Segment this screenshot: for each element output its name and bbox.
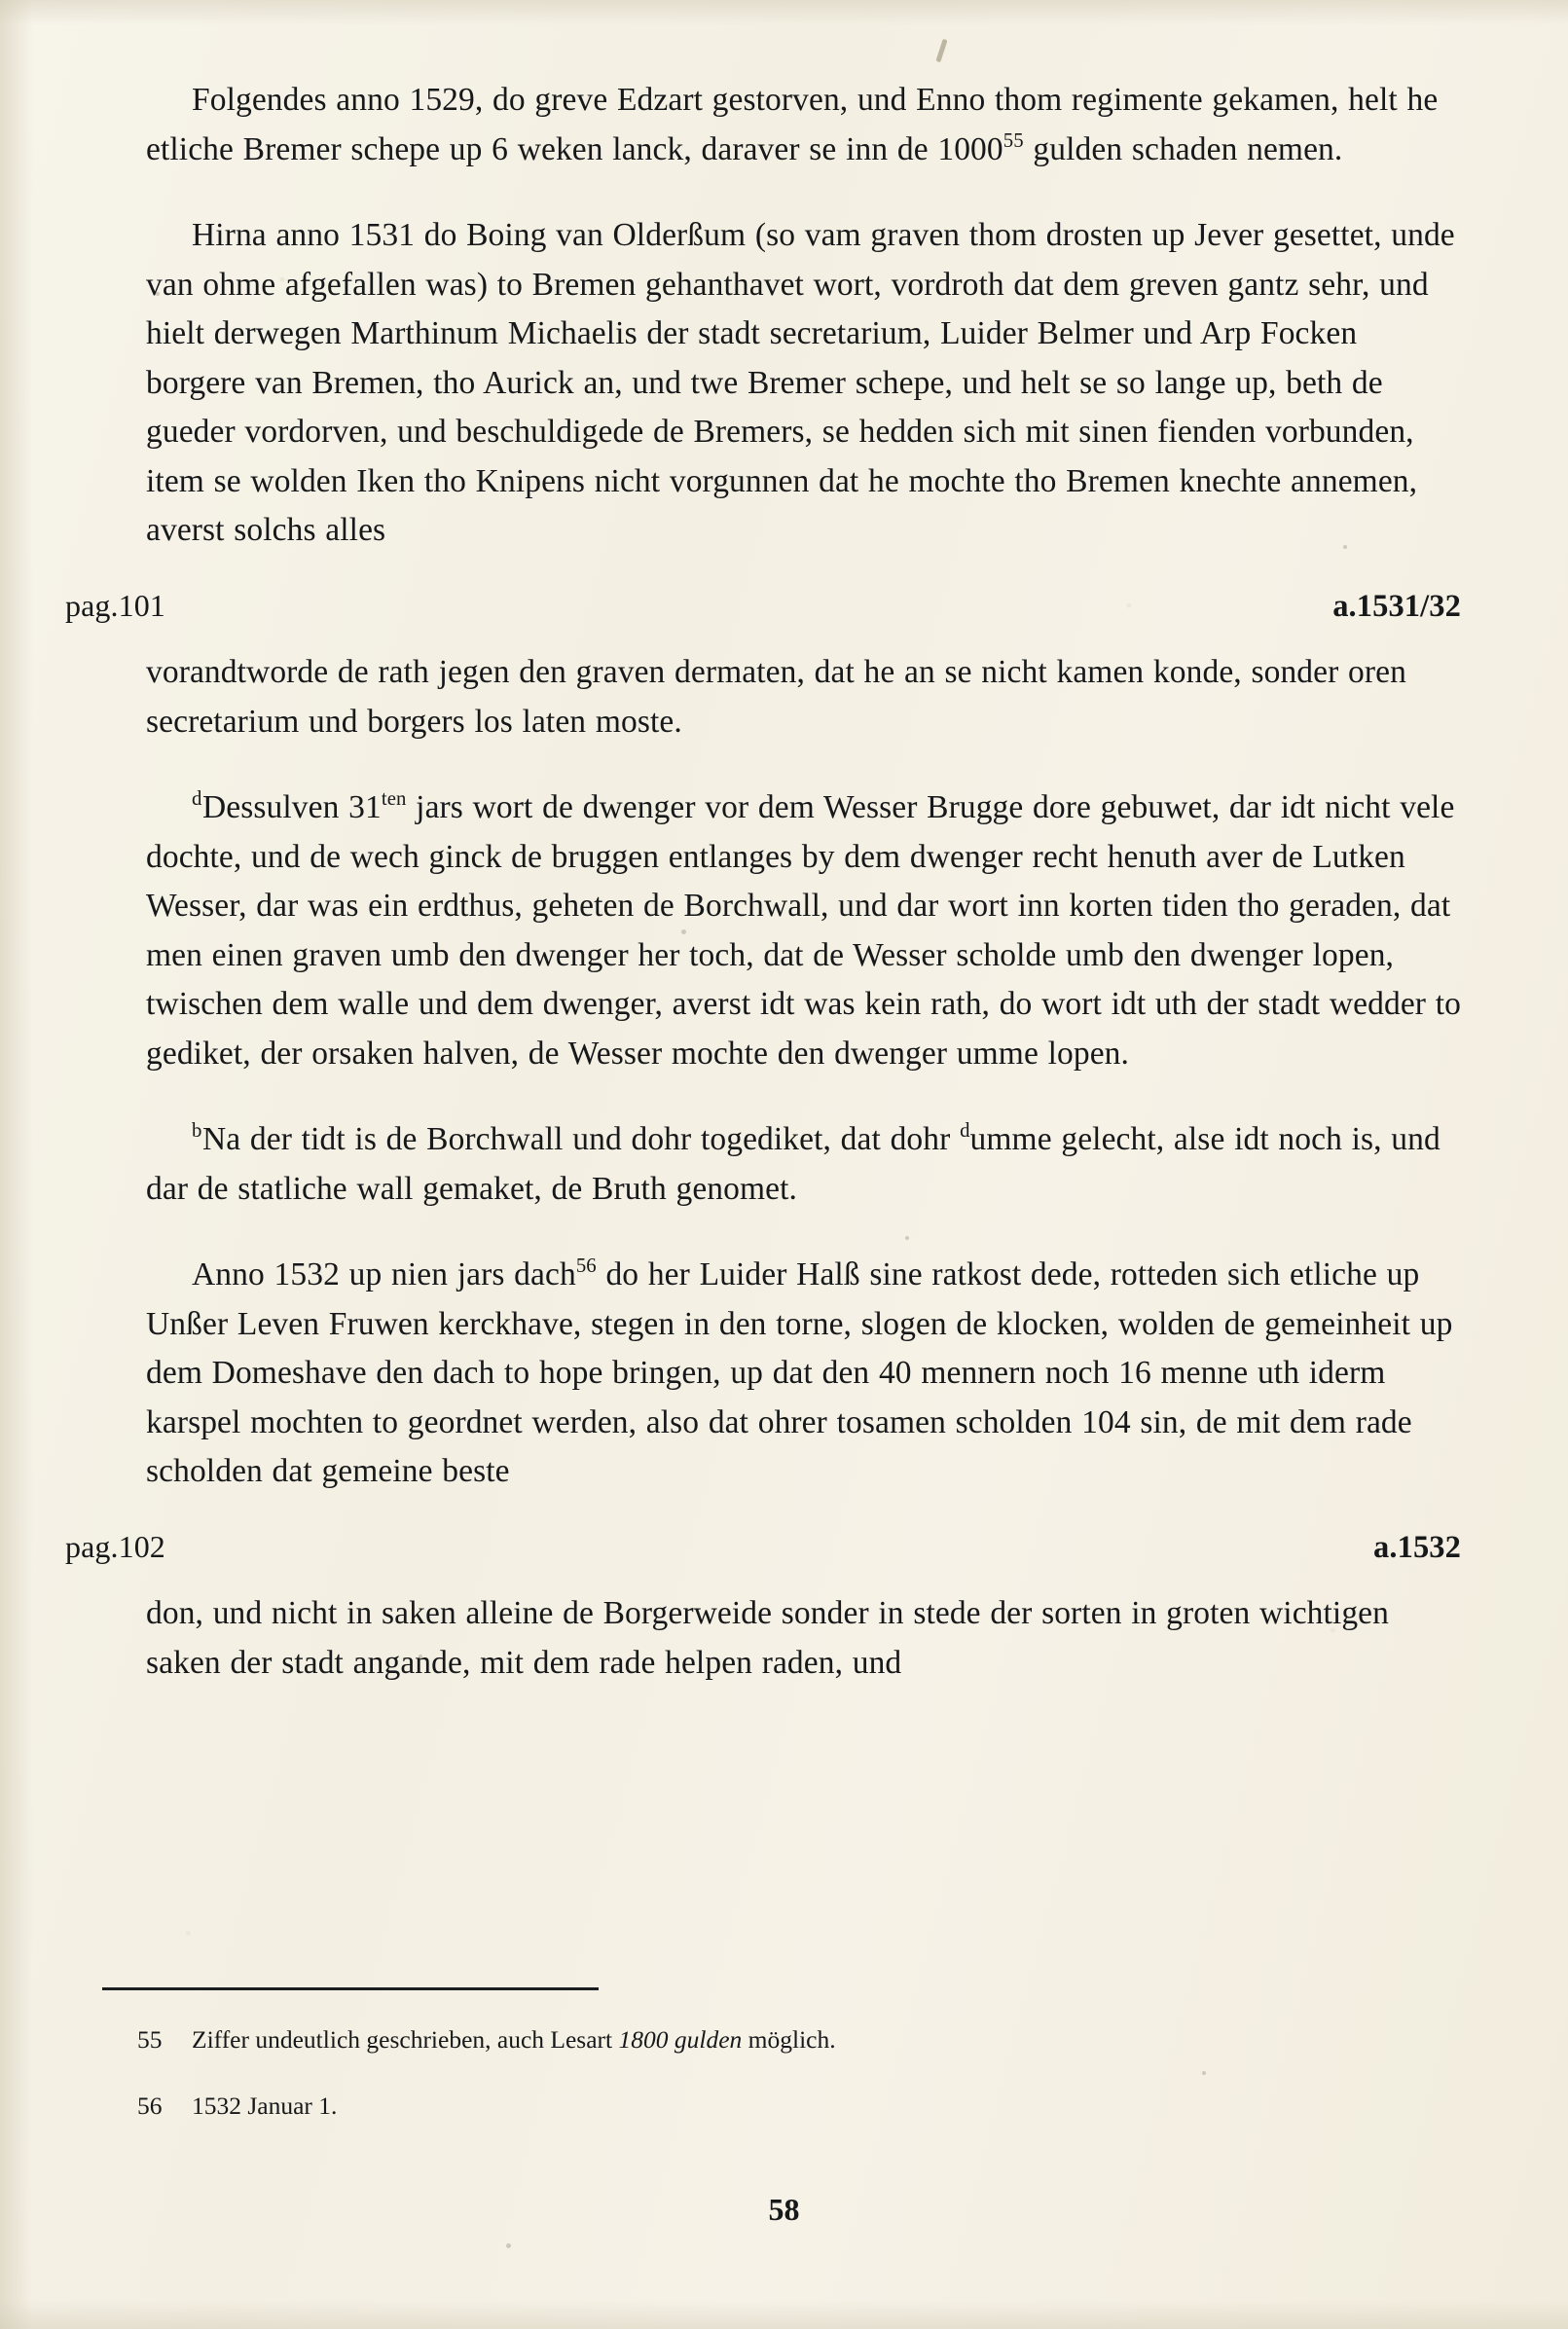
paragraph-5: $^b$Na der tidt is de Borchwall und dohr togediket, dat dohr $^d$umme gelecht, alse idt noch is, und dar de statliche wall gemaket, de Bruth genomet. bbox=[146, 1119, 1440, 1207]
paper-edge-shadow-bottom bbox=[0, 2300, 1568, 2329]
running-head-2 bbox=[65, 1522, 1465, 1573]
superscript-marker: 55 bbox=[1003, 128, 1024, 152]
running-head-1 bbox=[65, 581, 1465, 632]
footnote-56 bbox=[102, 2090, 1465, 2123]
paragraph-1: Folgendes anno 1529, do greve Edzart gestorven, und Enno thom regimente gekamen, helt he etliche Bremer schepe up 6 weken lanck, daraver se inn de 1000$^{55}$ gulden schaden nemen. bbox=[146, 82, 1439, 167]
year-marker-1532: a.1532 bbox=[1373, 1529, 1461, 1565]
superscript-marker: 56 bbox=[575, 1255, 597, 1278]
page-body bbox=[65, 76, 1465, 1697]
superscript-marker: ten bbox=[381, 787, 407, 811]
paragraph-6: Anno 1532 up nien jars dach$^{56}$ do her Luider Halß sine ratkost dede, rotteden sich etliche up Unßer Leven Fruwen kerckhave, stegen in den torne, slogen de klocken, wolden de gemeinheit up dem Domeshave den dach to hope bringen, up dat den 40 mennern noch 16 menne uth iderm karspel mochten to geordnet werden, also dat ohrer tosamen scholden 104 sin, de mit dem rade scholden dat gemeine beste bbox=[146, 1255, 1453, 1489]
paper-edge-shadow-top bbox=[0, 0, 1568, 25]
page-marker-pag-102: pag.102 bbox=[65, 1528, 165, 1564]
footnote-55 bbox=[102, 2023, 1465, 2056]
footnote-text: Ziffer undeutlich geschrieben, auch Lesart 1800 gulden möglich. bbox=[192, 2025, 836, 2054]
footnote-number: 55 bbox=[137, 2025, 163, 2054]
page-marker-pag-101: pag.101 bbox=[65, 587, 165, 623]
italic-run: 1800 gulden bbox=[618, 2025, 743, 2054]
footnote-number: 56 bbox=[137, 2092, 163, 2120]
footnote-area bbox=[102, 1987, 1465, 2156]
year-marker-1531-32: a.1531/32 bbox=[1332, 588, 1461, 624]
paragraph-spacer bbox=[102, 1088, 1465, 1115]
folio-page-number: 58 bbox=[768, 2192, 800, 2227]
superscript-marker: d bbox=[192, 787, 202, 811]
paper-speck bbox=[506, 2243, 511, 2248]
paragraph-spacer bbox=[102, 184, 1465, 211]
paragraph-4: $^d$Dessulven $31^{ten}$ jars wort de dwenger vor dem Wesser Brugge dore gebuwet, dar idt nicht vele dochte, und de wech ginck de bruggen entlanges by dem dwenger recht henuth aver de Lutken Wesser, dar was ein erdthus, geheten de Borchwall, und dar wort inn korten tiden tho geraden, dat men einen graven umb den dwenger her toch, dat de Wesser scholde umb den dwenger lopen, twischen dem walle und dem dwenger, averst idt was kein rath, do wort idt uth der stadt wedder to gediket, der orsaken halven, de Wesser mochte den dwenger umme lopen. bbox=[146, 787, 1461, 1072]
paragraph-7: don, und nicht in saken alleine de Borgerweide sonder in stede der sorten in groten wichtigen saken der stadt angande, mit dem rade helpen raden, und bbox=[146, 1595, 1390, 1681]
superscript-marker: d bbox=[960, 1119, 970, 1143]
footnote-separator-rule bbox=[102, 1987, 599, 1990]
footnote-text: 1532 Januar 1. bbox=[192, 2092, 338, 2120]
paper-speck bbox=[935, 39, 947, 62]
paper-edge-shadow-left bbox=[0, 0, 33, 2329]
paragraph-3: vorandtworde de rath jegen den graven dermaten, dat he an se nicht kamen konde, sonder oren secretarium und borgers los laten moste. bbox=[146, 654, 1406, 740]
paragraph-2: Hirna anno 1531 do Boing van Olderßum (so vam graven thom drosten up Jever gesettet, unde van ohme afgefallen was) to Bremen gehanthavet wort, vordroth dat dem greven gantz sehr, und hielt derwegen Marthinum Michaelis der stadt secretarium, Luider Belmer und Arp Focken borgere van Bremen, tho Aurick an, und twe Bremer schepe, und helt se so lange up, beth de gueder vordorven, und beschuldigede de Bremers, se hedden sich mit sinen fienden vorbunden, item se wolden Iken tho Knipens nicht vorgunnen dat he mochte tho Bremen knechte annemen, averst solchs alles bbox=[146, 217, 1455, 548]
superscript-marker: b bbox=[192, 1119, 202, 1143]
paragraph-spacer bbox=[102, 756, 1465, 783]
paragraph-spacer bbox=[102, 1223, 1465, 1251]
